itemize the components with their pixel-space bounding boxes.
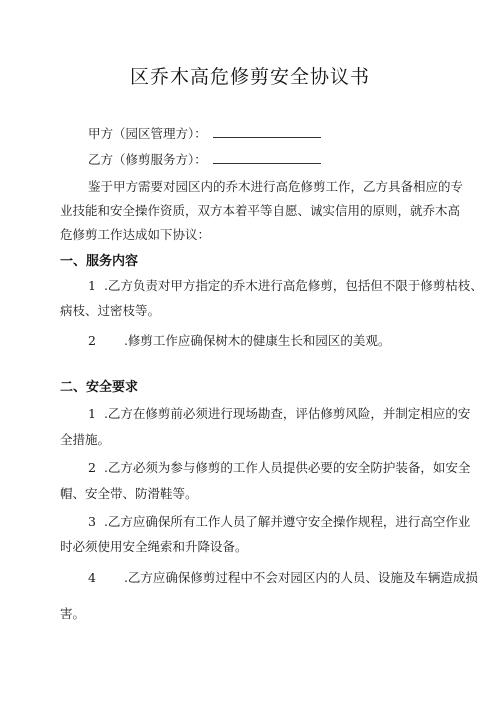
party-a-label: 甲方（园区管理方）： — [88, 126, 207, 141]
clause-number: 1 — [88, 406, 96, 421]
clause-line: 时必须使用安全绳索和升降设备。 — [60, 539, 248, 554]
clause-line — [88, 331, 390, 349]
clause-line — [88, 568, 478, 586]
clause-line: 害。 — [60, 606, 86, 621]
clause-number: 3 — [88, 514, 96, 529]
clause-line: 帽、安全带、防滑鞋等。 — [60, 486, 198, 501]
clause-text: .乙方应确保修剪过程中不会对园区内的人员、设施及车辆造成损 — [123, 570, 478, 585]
clause-line: 病枝、过密枝等。 — [60, 303, 161, 318]
clause-line — [88, 276, 483, 294]
party-b-blank[interactable] — [213, 151, 321, 164]
clause-number: 2 — [88, 333, 96, 348]
clause-number: 4 — [88, 570, 96, 585]
clause-line — [88, 458, 470, 476]
document-title: 区乔木高危修剪安全协议书 — [129, 66, 370, 88]
clause-text: .乙方应确保所有工作人员了解并遵守安全操作规程，进行高空作业 — [103, 514, 471, 529]
section-heading-safety: 二、安全要求 — [60, 380, 139, 395]
clause-line: 全措施。 — [60, 432, 111, 447]
intro-line: 业技能和安全操作资质，双方本着平等自愿、诚实信用的原则，就乔木高 — [60, 203, 461, 218]
clause-number: 2 — [88, 460, 96, 475]
clause-text: .乙方必须为参与修剪的工作人员提供必要的安全防护装备，如安全 — [103, 460, 471, 475]
party-a-blank[interactable] — [213, 125, 321, 138]
intro-line: 危修剪工作达成如下协议： — [60, 227, 211, 242]
party-a-row — [88, 124, 321, 142]
clause-line — [88, 512, 470, 530]
clause-text: .修剪工作应确保树木的健康生长和园区的美观。 — [123, 333, 391, 348]
section-heading-service: 一、服务内容 — [60, 254, 139, 269]
party-b-label: 乙方（修剪服务方）： — [88, 152, 207, 167]
clause-number: 1 — [88, 278, 96, 293]
clause-text: .乙方在修剪前必须进行现场勘查，评估修剪风险，并制定相应的安 — [103, 406, 471, 421]
intro-line: 鉴于甲方需要对园区内的乔木进行高危修剪工作，乙方具备相应的专 — [88, 179, 464, 194]
clause-line — [88, 404, 470, 422]
clause-text: .乙方负责对甲方指定的乔木进行高危修剪，包括但不限于修剪枯枝、 — [103, 278, 483, 293]
party-b-row — [88, 150, 321, 168]
